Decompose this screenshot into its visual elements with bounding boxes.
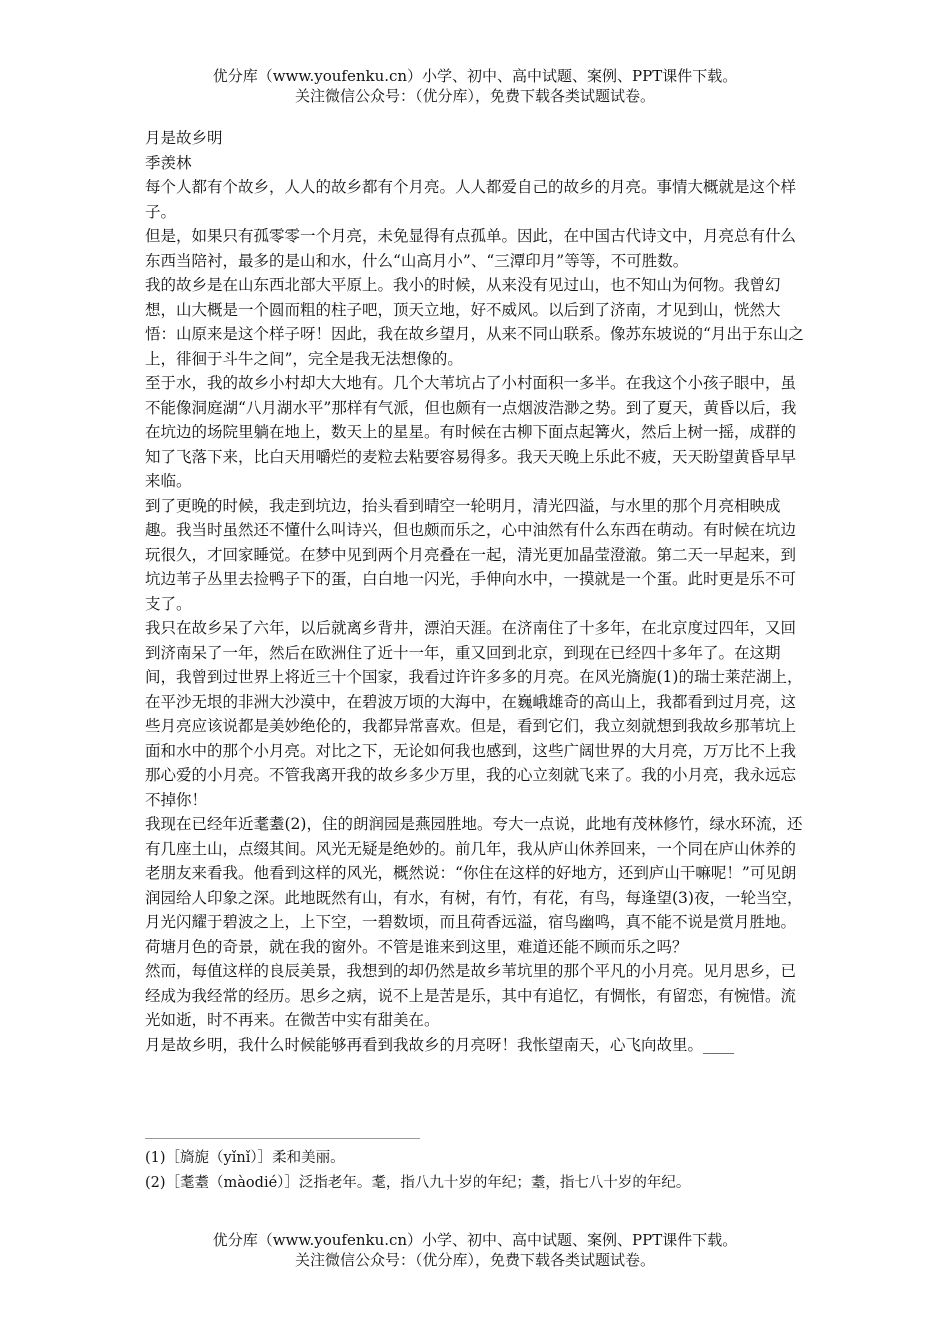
footnotes bbox=[145, 1146, 805, 1195]
paragraph: 我只在故乡呆了六年，以后就离乡背井，漂泊天涯。在济南住了十多年，在北京度过四年，又回到济南呆了一年，然后在欧洲住了近十一年，重又回到北京，到现在已经四十多年了。在这期间，我曾到过世界上将近三十个国家，我看过许许多多的月亮。在风光旖旎(1)的瑞士莱茫湖上，在平沙无垠的非洲大沙漠中，在碧波万顷的大海中，在巍峨雄奇的高山上，我都看到过月亮，这些月亮应该说都是美妙绝伦的，我都异常喜欢。但是，看到它们，我立刻就想到我故乡那苇坑上面和水中的那个小月亮。对比之下，无论如何我也感到，这些广阔世界的大月亮，万万比不上我那心爱的小月亮。不管我离开我的故乡多少万里，我的心立刻就飞来了。我的小月亮，我永远忘不掉你！ bbox=[145, 619, 803, 809]
footer-line-1: 优分库（www.youfenku.cn）小学、初中、高中试题、案例、PPT课件下载。 bbox=[212, 1231, 738, 1249]
footnote-1: (1)［旖旎（yǐnǐ）］柔和美丽。 bbox=[145, 1150, 345, 1166]
paragraph: 每个人都有个故乡，人人的故乡都有个月亮。人人都爱自己的故乡的月亮。事情大概就是这个样子。 bbox=[145, 178, 797, 221]
footer-line-2: 关注微信公众号：（优分库），免费下载各类试题试卷。 bbox=[294, 1251, 655, 1269]
paragraph: 但是，如果只有孤零零一个月亮，未免显得有点孤单。因此，在中国古代诗文中，月亮总有什么东西当陪衬，最多的是山和水，什么“山高月小”、“三潭印月”等等，不可胜数。 bbox=[145, 227, 797, 270]
article-author: 季羡林 bbox=[145, 153, 192, 172]
footnote-divider bbox=[145, 1138, 420, 1139]
article-title: 月是故乡明 bbox=[145, 129, 223, 147]
footnote-2: (2)［耄耋（màodié）］泛指老年。耄，指八九十岁的年纪；耋，指七八十岁的年纪。 bbox=[145, 1174, 691, 1191]
paragraph: 月是故乡明，我什么时候能够再看到我故乡的月亮呀！我怅望南天，心飞向故里。____ bbox=[145, 1035, 735, 1054]
page-header bbox=[0, 66, 950, 106]
paragraph: 到了更晚的时候，我走到坑边，抬头看到晴空一轮明月，清光四溢，与水里的那个月亮相映成趣。我当时虽然还不懂什么叫诗兴，但也颇而乐之，心中油然有什么东西在萌动。有时候在坑边玩很久，才回家睡觉。在梦中见到两个月亮叠在一起，清光更加晶莹澄澈。第二天一早起来，到坑边苇子丛里去捡鸭子下的蛋，白白地一闪光，手伸向水中，一摸就是一个蛋。此时更是乐不可支了。 bbox=[145, 496, 797, 613]
paragraph: 我的故乡是在山东西北部大平原上。我小的时候，从来没有见过山，也不知山为何物。我曾幻想，山大概是一个圆而粗的柱子吧，顶天立地，好不威风。以后到了济南，才见到山，恍然大悟：山原来是这个样子呀！因此，我在故乡望月，从来不同山联系。像苏东坡说的“月出于东山之上，徘徊于斗牛之间”，完全是我无法想像的。 bbox=[145, 276, 804, 368]
header-line-2: 关注微信公众号：（优分库），免费下载各类试题试卷。 bbox=[294, 87, 655, 105]
paragraph: 我现在已经年近耄耋(2)，住的朗润园是燕园胜地。夸大一点说，此地有茂林修竹，绿水环流，还有几座土山，点缀其间。风光无疑是绝妙的。前几年，我从庐山休养回来，一个同在庐山休养的老朋友来看我。他看到这样的风光，概然说：“你住在这样的好地方，还到庐山干嘛呢！”可见朗润园给人印象之深。此地既然有山，有水，有树，有竹，有花，有鸟，每逢望(3)夜，一轮当空，月光闪耀于碧波之上，上下空，一碧数顷，而且荷香远溢，宿鸟幽鸣，真不能不说是赏月胜地。荷塘月色的奇景，就在我的窗外。不管是谁来到这里，难道还能不顾而乐之吗？ bbox=[145, 815, 803, 956]
article-body bbox=[145, 126, 805, 1057]
paragraph: 至于水，我的故乡小村却大大地有。几个大苇坑占了小村面积一多半。在我这个小孩子眼中，虽不能像洞庭湖“八月湖水平”那样有气派，但也颇有一点烟波浩渺之势。到了夏天，黄昏以后，我在坑边的场院里躺在地上，数天上的星星。有时候在古柳下面点起篝火，然后上树一摇，成群的知了飞落下来，比白天用嚼烂的麦粒去粘要容易得多。我天天晚上乐此不疲，天天盼望黄昏早早来临。 bbox=[145, 374, 797, 490]
page-footer bbox=[0, 1230, 950, 1270]
header-line-1: 优分库（www.youfenku.cn）小学、初中、高中试题、案例、PPT课件下载。 bbox=[212, 67, 738, 85]
paragraph: 然而，每值这样的良辰美景，我想到的却仍然是故乡苇坑里的那个平凡的小月亮。见月思乡，已经成为我经常的经历。思乡之病，说不上是苦是乐，其中有追忆，有惆怅，有留恋，有惋惜。流光如逝，时不再来。在微苦中实有甜美在。 bbox=[145, 962, 797, 1029]
